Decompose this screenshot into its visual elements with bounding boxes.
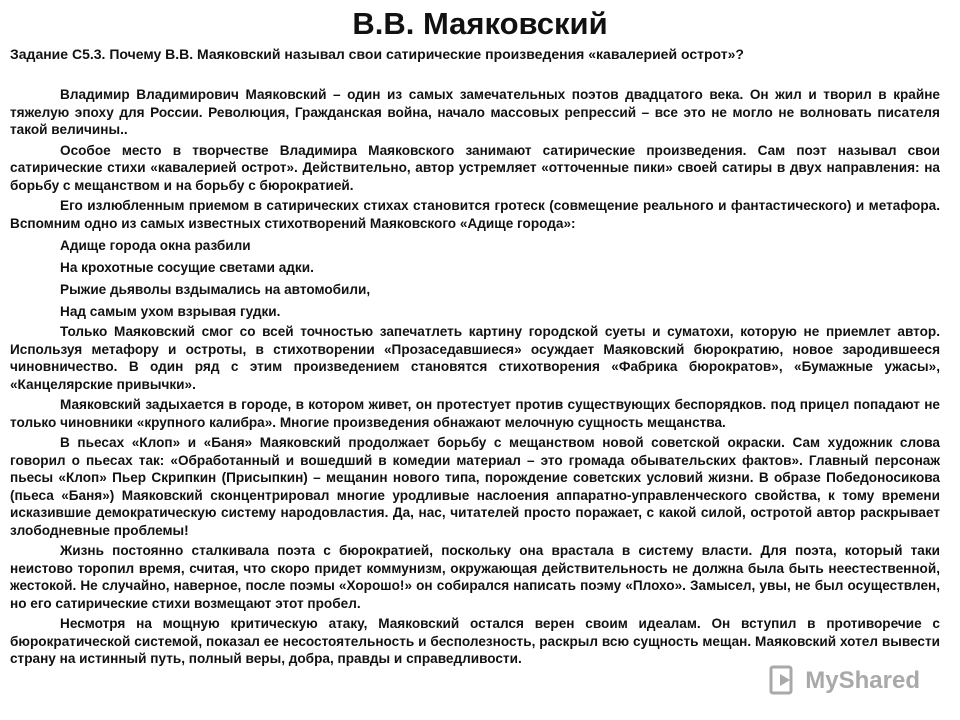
watermark — [769, 664, 920, 698]
paragraph-bureaucracy: Только Маяковский смог со всей точностью запечатлеть картину городской суеты и суматохи, которую не приемлет автор. Используя метафору и остроты, в стихотворении «Прозаседавшиеся» осуждает Маяковский бюрократию, новое зародившееся чиновничество. В один ряд с этим произведением становятся стихотворения «Фабрика бюрократов», «Бумажные ужасы», «Канцелярские привычки». — [10, 324, 940, 392]
task-question: Задание С5.3. Почему В.В. Маяковский называл свои сатирические произведения «кавалерией острот»? — [10, 46, 744, 62]
paragraph-satire: Особое место в творчестве Владимира Маяковского занимают сатирические произведения. Сам поэт называл свои сатирические стихи «кавалерией острот». Действительно, автор устремляет «отточенные пики» своей сатиры в двух направления: на борьбу с мещанством и на борьбу с бюрократией. — [10, 142, 940, 193]
watermark-text: MyShared — [805, 667, 920, 694]
paragraph-conclusion: Несмотря на мощную критическую атаку, Маяковский остался верен своим идеалам. Он вступил в противоречие с бюрократической системой, показал ее несостоятельность и бесполезность, раскрыл всю сущность мещан. Маяковский хотел вывести страну на истинный путь, полный веры, добра, правды и справедливости. — [10, 616, 940, 666]
essay-body — [10, 86, 940, 671]
paragraph-city: Маяковский задыхается в городе, в котором живет, он протестует против существующих беспорядков. под прицел попадают не только чиновники «крупного калибра». Многие произведения обнажают мелочную сущность мещанства. — [10, 397, 940, 430]
poem-line: Над самым ухом взрывая гудки. — [60, 304, 281, 319]
poem-line: Адище города окна разбили — [60, 238, 251, 253]
myshared-logo-icon — [769, 664, 799, 698]
poem-line: Рыжие дьяволы вздымались на автомобили, — [60, 282, 371, 297]
page-title: В.В. Маяковский — [352, 6, 608, 41]
poem-quote — [10, 235, 940, 322]
poem-line: На крохотные сосущие светами адки. — [60, 260, 314, 275]
paragraph-life: Жизнь постоянно сталкивала поэта с бюрократией, поскольку она врастала в систему власти. Для поэта, который таки неистово торопил время, считая, что скоро придет коммунизм, окружающая действительность не должна была быть неестественной, жестокой. Не случайно, наверное, после поэмы «Хорошо!» он собирался написать поэму «Плохо». Замысел, увы, не был осуществлен, но его сатирические стихи возмещают этот пробел. — [10, 543, 940, 611]
paragraph-plays: В пьесах «Клоп» и «Баня» Маяковский продолжает борьбу с мещанством новой советской окраски. Сам художник слова говорил о пьесах так: «Обработанный и вошедший в комедии материал – это громада обывательских фактов». Главный персонаж пьесы «Клоп» Пьер Скрипкин (Присыпкин) – мещанин нового типа, порождение советских условий жизни. В образе Победоносикова (пьеса «Баня») Маяковский сконцентрировал многие уродливые наслоения аппаратно-управленческого свойства, к тому времени исказившие демократическую систему народовластия. Да, нас, читателей просто поражает, с какой силой, остротой автор раскрывает злободневные проблемы! — [10, 435, 940, 538]
paragraph-grotesque: Его излюбленным приемом в сатирических стихах становится гротеск (совмещение реального и фантастического) и метафора. Вспомним одно из самых известных стихотворений Маяковского «Адище города»: — [10, 198, 940, 231]
paragraph-intro: Владимир Владимирович Маяковский – один из самых замечательных поэтов двадцатого века. Он жил и творил в крайне тяжелую эпоху для России. Революция, Гражданская война, начало массовых репрессий – все это не могло не волновать писателя такой величины.. — [10, 87, 940, 137]
